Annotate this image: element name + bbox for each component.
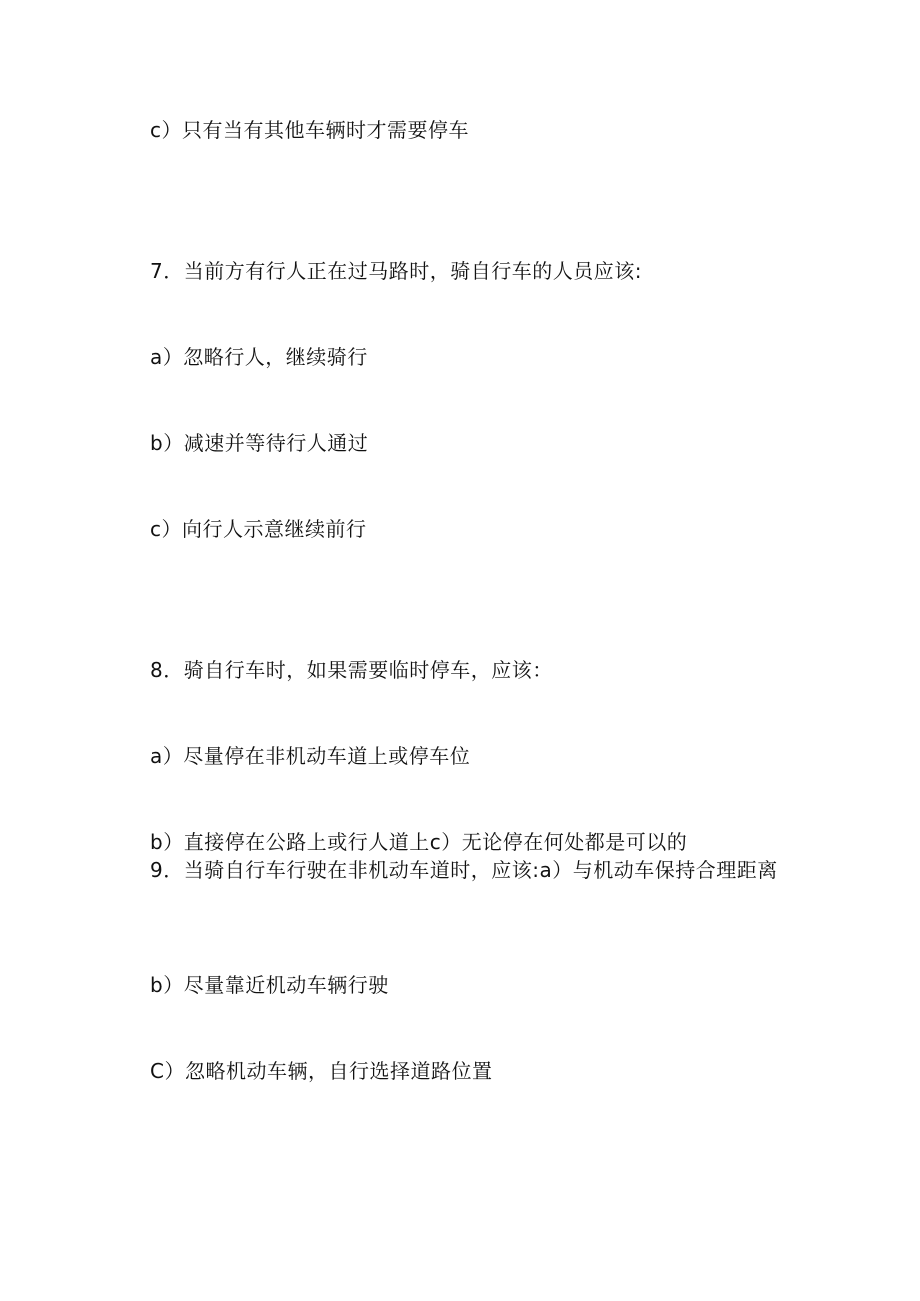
q8-option-a: a）尽量停在非机动车道上或停车位: [150, 744, 471, 768]
q9-question-option-a: 9．当骑自行车行驶在非机动车道时，应该:a）与机动车保持合理距离: [150, 858, 778, 882]
q9-option-b: b）尽量靠近机动车辆行驶: [150, 973, 389, 997]
q7-question: 7．当前方有行人正在过马路时，骑自行车的人员应该:: [150, 259, 642, 283]
q8-question: 8．骑自行车时，如果需要临时停车，应该：: [150, 658, 553, 682]
q6-option-c: c）只有当有其他车辆时才需要停车: [150, 118, 469, 142]
q8-option-b-c: b）直接停在公路上或行人道上c）无论停在何处都是可以的: [150, 830, 688, 854]
q9-option-c: C）忽略机动车辆，自行选择道路位置: [150, 1059, 493, 1083]
q7-option-c: c）向行人示意继续前行: [150, 517, 367, 541]
q7-option-b: b）减速并等待行人通过: [150, 431, 369, 455]
q7-option-a: a）忽略行人，继续骑行: [150, 345, 368, 369]
